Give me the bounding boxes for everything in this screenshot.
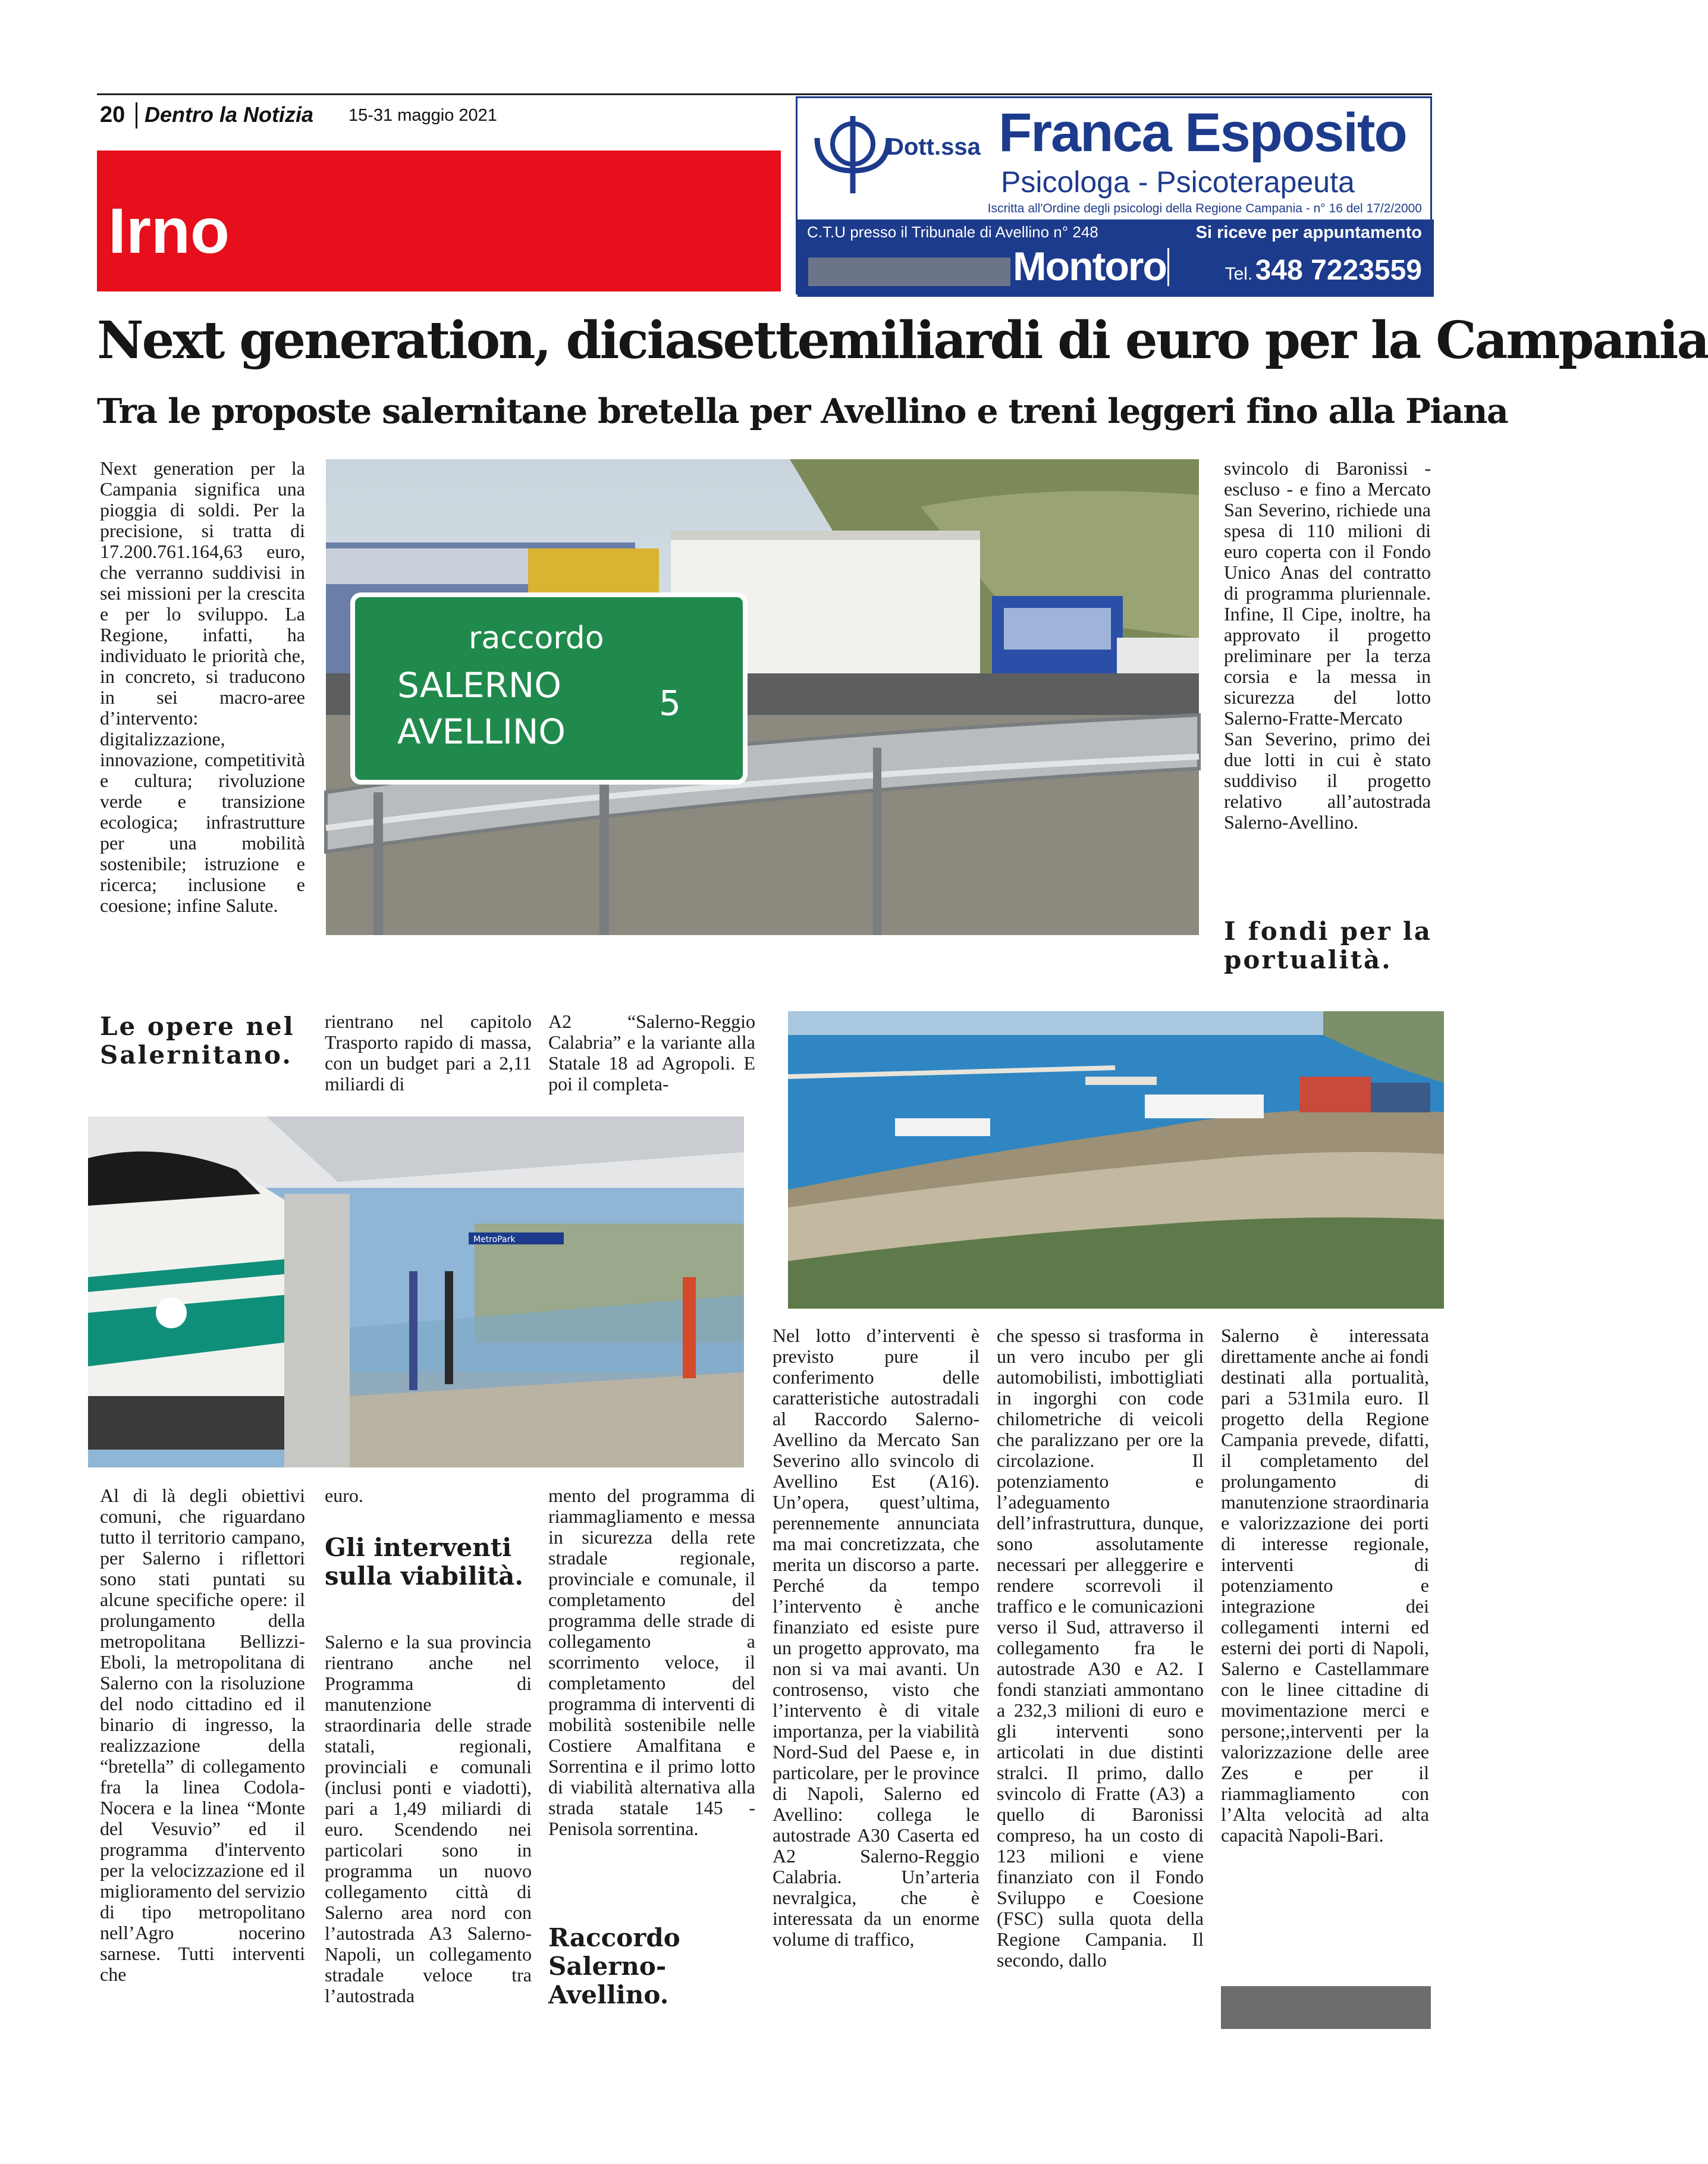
sign-number: 5: [659, 683, 681, 723]
ad-registration: Iscritta all'Ordine degli psicologi della Regione Campania - n° 16 del 17/2/2000: [987, 202, 1422, 215]
ad-ctu: C.T.U presso il Tribunale di Avellino n° 248: [807, 223, 1098, 241]
subhead-viabilita: Gli interventi sulla viabilità.: [325, 1533, 523, 1591]
ad-phone: [1178, 254, 1422, 287]
ad-city-separator: [1167, 248, 1169, 286]
column-bottom-2: Salerno e la sua provincia rientrano anche nel Programma di manutenzione straordinaria delle strade statali, regionali, provinciali e comunali (inclusi ponti e viadotti), pari a 1,49 miliardi di euro. Scendendo nei particolari sono in programma un nuovo collegamento città di Salerno area nord con l’autostrada A3 Salerno- Napoli, un collegamento stradale veloce tra l’autostrada: [325, 1631, 532, 2006]
subhead-portualita: I fondi per la portualità.: [1224, 917, 1432, 974]
column-intro: Next generation per la Campania significa una pioggia di soldi. Per la precisione, si tratta di 17.200.761.164,63 euro, che verranno suddivisi in sei missioni per la crescita e per lo sviluppo. La Regione, infatti, ha individuato le priorità che, in concreto, si traducono in sei macro-aree d’intervento: digitalizzazione, innovazione, competitività e cultura; rivoluzione verde e transizione ecologica; infrastrutture per una mobilità sostenibile; istruzione e ricerca; inclusione e coesione; infine Salute.: [100, 457, 305, 916]
page-number: 20: [100, 102, 125, 127]
train-photo: [88, 1117, 744, 1467]
ad-title: Dott.ssa: [887, 134, 981, 160]
highway-photo: [326, 459, 1199, 935]
column-mid-a: rientrano nel capitolo Trasporto rapido di massa, con un budget pari a 2,11 miliardi di: [325, 1011, 532, 1094]
sign-line-2: SALERNO: [397, 665, 561, 705]
publication-name: Dentro la Notizia: [145, 102, 314, 127]
column-bottom-4: Nel lotto d’interventi è previsto pure il conferimento delle caratteristiche autostradali al Raccordo Salerno-Avellino da Mercato San Severino allo svincolo di Avellino Est (A16). Un’opera, quest’ultima, perennemente annunciata ma mai concretizzata, che merita un discorso a parte. Perché da tempo l’intervento è anche finanziato ed esiste pure un progetto approvato, ma non si va mai avanti. Un controsenso, visto che l’intervento è di vitale importanza, per la viabilità Nord-Sud del Paese e, in particolare, per le province di Napoli, Salerno ed Avellino: collega le autostrade A30 Caserta ed A2 Salerno-Reggio Calabria. Un’arteria nevralgica, che è interessata da un enorme volume di traffico,: [773, 1325, 979, 1950]
sign-line-1: raccordo: [469, 620, 604, 656]
subhead-raccordo: Raccordo Salerno-Avellino.: [548, 1923, 680, 2009]
sign-line-3: AVELLINO: [397, 711, 566, 752]
ad-profession: Psicologa - Psicoterapeuta: [1001, 165, 1355, 199]
harbour-photo: [788, 1011, 1444, 1309]
article-headline: Next generation, diciasettemiliardi di euro per la Campania: [97, 311, 1708, 371]
header-separator: [136, 102, 137, 128]
grey-block: [1221, 1986, 1431, 2029]
issue-date: 15-31 maggio 2021: [348, 106, 497, 125]
advertisement: [796, 96, 1432, 294]
column-bottom-6: Salerno è interessata direttamente anche ai fondi destinati alla portualità, pari a 531mila euro. Il progetto della Regione Campania prevede, difatti, il completamento del prolungamento di manutenzione straordinaria e valorizzazione dei porti di interesse regionale, interventi di potenziamento e integrazione dei collegamenti interni ed esterni dei porti di Napoli, Salerno e Castellammare con le linee cittadine di movimentazione merci e persone;,interventi per la valorizzazione delle aree Zes e per il riammagliamento con l’Alta velocità ad alta capacità Napoli-Bari.: [1221, 1325, 1429, 1846]
column-right-top: svincolo di Baronissi - escluso - e fino a Mercato San Severino, richiede una spesa di 110 milioni di euro coperta con il Fondo Unico Anas del contratto di programma pluriennale. Infine, Il Cipe, inoltre, ha approvato il progetto preliminare per la terza corsia e la messa in sicurezza del lotto Salerno-Fratte-Mercato San Severino, primo dei due lotti in cui è stato suddiviso il progetto relativo all’autostrada Salerno-Avellino.: [1224, 457, 1431, 833]
section-title: Irno: [108, 195, 230, 266]
ad-phone-number: 348 7223559: [1255, 255, 1422, 286]
column-mid-b: A2 “Salerno-Reggio Calabria” e la variante alla Statale 18 ad Agropoli. E poi il completa-: [548, 1011, 755, 1094]
article-subheadline: Tra le proposte salernitane bretella per Avellino e treni leggeri fino alla Piana: [97, 391, 1508, 431]
header-rule: [97, 93, 1432, 95]
ad-grey-strip: [808, 258, 1010, 286]
ad-name: Franca Esposito: [999, 102, 1406, 163]
station-sign: MetroPark: [473, 1235, 516, 1244]
ad-city: Montoro: [1013, 244, 1166, 289]
column-bottom-1: Al di là degli obiettivi comuni, che riguardano tutto il territorio campano, per Salerno i riflettori sono stati puntati su alcune specifiche opere: il prolungamento della metropolitana Bellizzi-Eboli, la metropolitana di Salerno con la risoluzione del nodo cittadino ed il binario di ingresso, la realizzazione della “bretella” di collegamento fra la linea Codola- Nocera e la linea “Monte del Vesuvio” ed il programma d'intervento per la velocizzazione ed il miglioramento del servizio di tipo metropolitano nell’Agro nocerino sarnese. Tutti interventi che: [100, 1485, 305, 1985]
column-bottom-2-top: euro.: [325, 1485, 363, 1506]
column-bottom-3: mento del programma di riammagliamento e messa in sicurezza della rete stradale regionale, provinciale e comunale, il completamento del programma delle strade di collegamento a scorrimento veloce, il completamento del programma di interventi di mobilità sostenibile nelle Costiere Amalfitana e Sorrentina e il primo lotto di viabilità alternativa alla strada statale 145 - Penisola sorrentina.: [548, 1485, 755, 1839]
column-bottom-5: che spesso si trasforma in un vero incubo per gli automobilisti, imbottigliati in ingorghi con code chilometriche di veicoli che paralizzano per ore la circolazione. Il potenziamento e l’adeguamento dell’infrastruttura, dunque, sono assolutamente necessari per alleggerire e rendere scorrevoli il traffico e le comunicazioni verso il Sud, attraverso il collegamento fra le autostrade A30 e A2. I fondi stanziati ammontano a 232,3 milioni di euro e gli interventi sono articolati in due distinti stralci. Il primo, dallo svincolo di Fratte (A3) a quello di Baronissi compreso, ha un costo di 123 milioni e viene finanziato con il Fondo Sviluppo e Coesione (FSC) sulla quota della Regione Campania. Il secondo, dallo: [997, 1325, 1204, 1971]
psi-logo-icon: [808, 111, 897, 195]
ad-appointment: Si riceve per appuntamento: [1195, 223, 1422, 242]
subhead-salernitano: Le opere nel Salernitano.: [100, 1012, 295, 1070]
ad-phone-label: Tel.: [1225, 264, 1253, 284]
